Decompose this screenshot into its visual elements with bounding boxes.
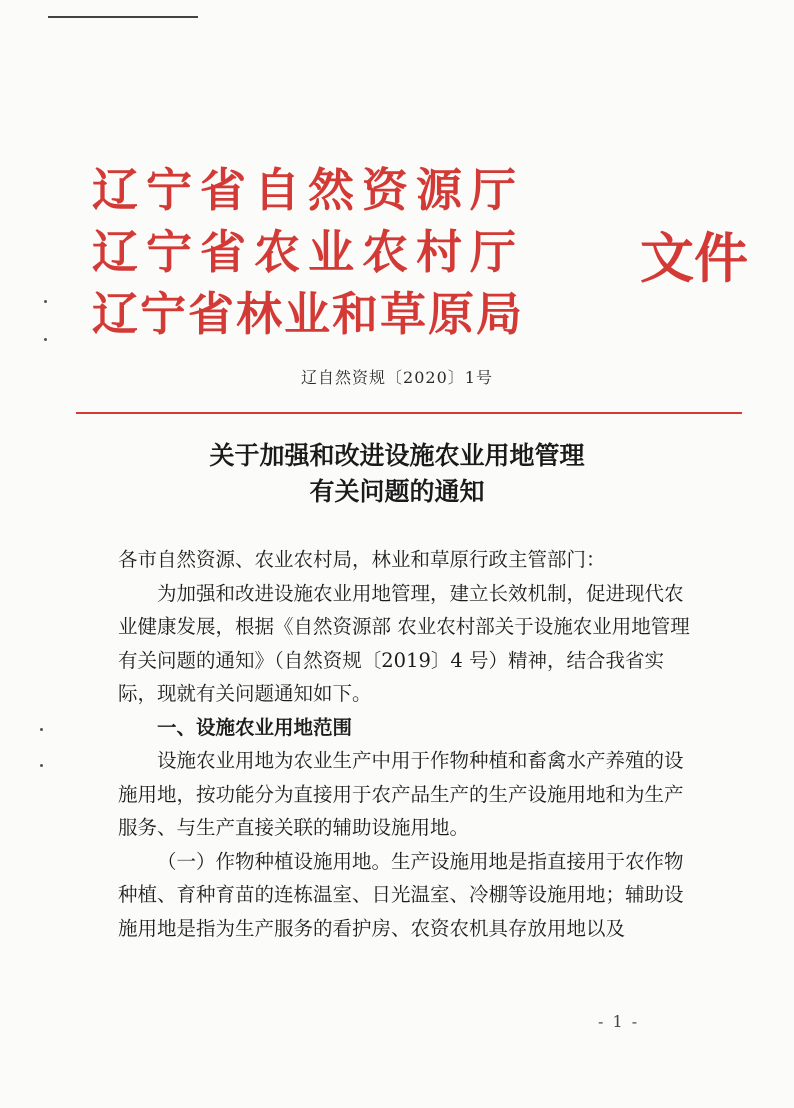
notice-title-line: 有关问题的通知 [309, 477, 485, 506]
section-heading: 一、设施农业用地范围 [157, 715, 353, 739]
notice-title [0, 438, 794, 510]
notice-title-line: 关于加强和改进设施农业用地管理 [209, 441, 585, 470]
issuer-name: 辽宁省自然资源厅 [92, 163, 524, 217]
issuer-block [92, 160, 752, 350]
top-rule [48, 16, 198, 18]
issuer-name: 辽宁省农业农村厅 [92, 225, 524, 279]
intro-paragraph: 为加强和改进设施农业用地管理，建立长效机制，促进现代农业健康发展，根据《自然资源部 农业农村部关于设施农业用地管理有关问题的通知》（自然资规〔2019〕4 号）精神，结合我省实际，现就有关问题通知如下。 [118, 581, 690, 705]
section-paragraph: 设施农业用地为农业生产中用于作物种植和畜禽水产养殖的设施用地，按功能分为直接用于农产品生产的生产设施用地和为生产服务、与生产直接关联的辅助设施用地。 [118, 749, 684, 839]
addressee: 各市自然资源、农业农村局，林业和草原行政主管部门： [118, 548, 606, 571]
document-number: 辽自然资规〔2020〕1号 [301, 368, 493, 387]
scan-speck [44, 338, 47, 341]
scan-speck [44, 300, 47, 303]
scan-speck [40, 764, 43, 767]
subsection-paragraph: （一）作物种植设施用地。生产设施用地是指直接用于农作物种植、育种育苗的连栋温室、日光温室、冷棚等设施用地；辅助设施用地是指为生产服务的看护房、农资农机具存放用地以及 [118, 849, 684, 940]
document-word: 文件 [640, 226, 748, 290]
body-text [118, 543, 700, 945]
red-divider-line [76, 412, 742, 414]
page-number: - 1 - [598, 1012, 640, 1031]
scan-speck [40, 728, 43, 731]
issuer-name: 辽宁省林业和草原局 [92, 287, 524, 341]
